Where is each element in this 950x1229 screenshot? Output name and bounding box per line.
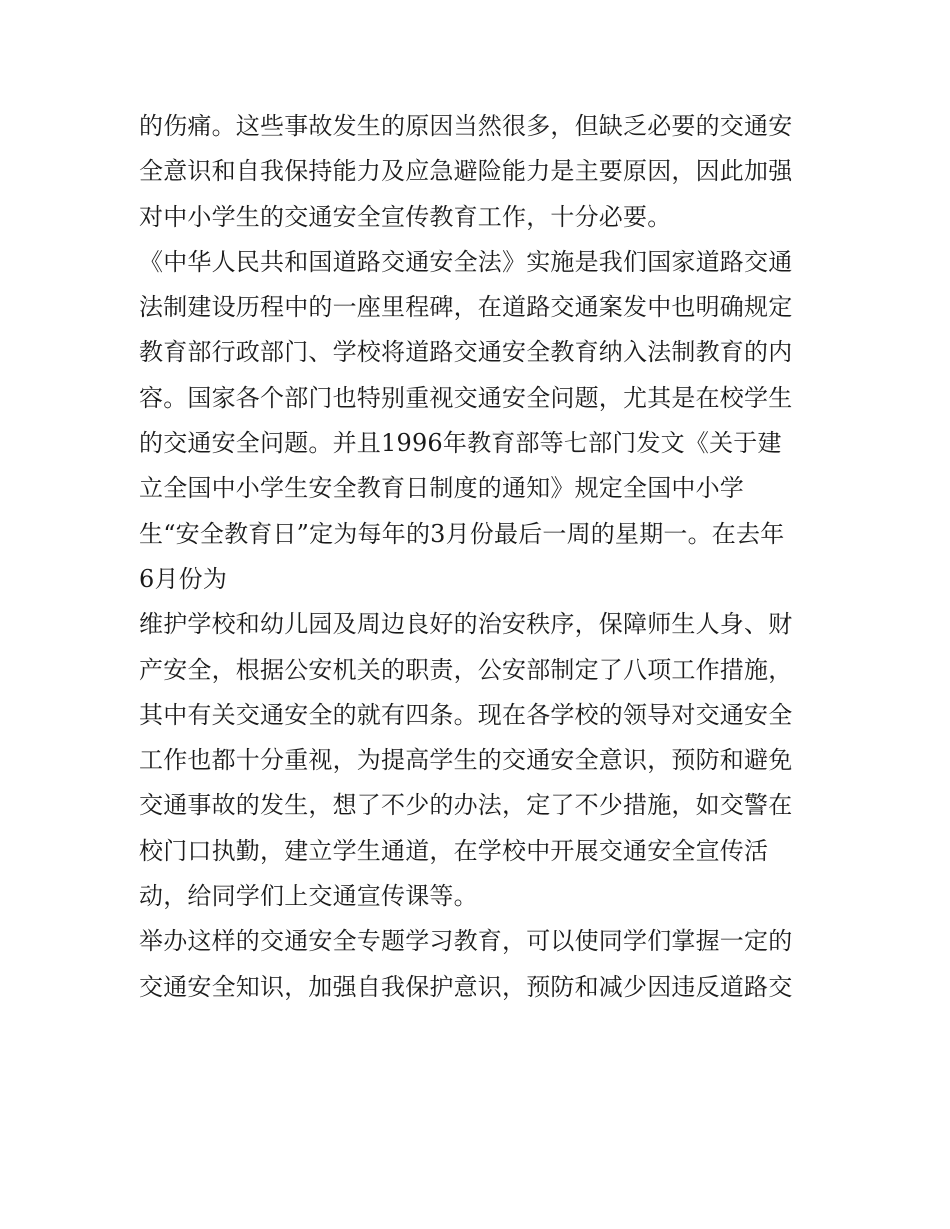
text-line: 工作也都十分重视，为提高学生的交通安全意识，预防和避免 xyxy=(139,746,793,775)
text-line: 产安全，根据公安机关的职责，公安部制定了八项工作措施， xyxy=(139,655,793,684)
text-line: 维护学校和幼儿园及周边良好的治安秩序，保障师生人身、财 xyxy=(139,610,793,639)
text-line: 全意识和自我保持能力及应急避险能力是主要原因，因此加强 xyxy=(139,157,793,186)
text-line: 生“安全教育日”定为每年的3月份最后一周的星期一。在去年 xyxy=(139,519,785,548)
text-line: 对中小学生的交通安全宣传教育工作，十分必要。 xyxy=(139,202,672,231)
text-line: 校门口执勤，建立学生通道，在学校中开展交通安全宣传活 xyxy=(139,836,769,865)
text-line: 举办这样的交通安全专题学习教育，可以使同学们掌握一定的 xyxy=(139,927,793,956)
text-line: 的交通安全问题。并且1996年教育部等七部门发文《关于建 xyxy=(139,429,782,458)
text-line: 《中华人民共和国道路交通安全法》实施是我们国家道路交通 xyxy=(139,247,793,276)
text-line: 动，给同学们上交通宣传课等。 xyxy=(139,882,478,911)
body-text xyxy=(139,104,819,1010)
text-line: 法制建设历程中的一座里程碑，在道路交通案发中也明确规定 xyxy=(139,293,793,322)
text-line: 其中有关交通安全的就有四条。现在各学校的领导对交通安全 xyxy=(139,700,793,729)
text-line: 交通安全知识，加强自我保护意识，预防和减少因违反道路交 xyxy=(139,972,793,1001)
text-line: 教育部行政部门、学校将道路交通安全教育纳入法制教育的内 xyxy=(139,338,793,367)
text-line: 交通事故的发生，想了不少的办法，定了不少措施，如交警在 xyxy=(139,791,793,820)
text-line: 6月份为 xyxy=(139,564,228,593)
text-line: 的伤痛。这些事故发生的原因当然很多，但缺乏必要的交通安 xyxy=(139,112,793,140)
text-line: 容。国家各个部门也特别重视交通安全问题，尤其是在校学生 xyxy=(139,383,793,412)
text-line: 立全国中小学生安全教育日制度的通知》规定全国中小学 xyxy=(139,474,744,503)
